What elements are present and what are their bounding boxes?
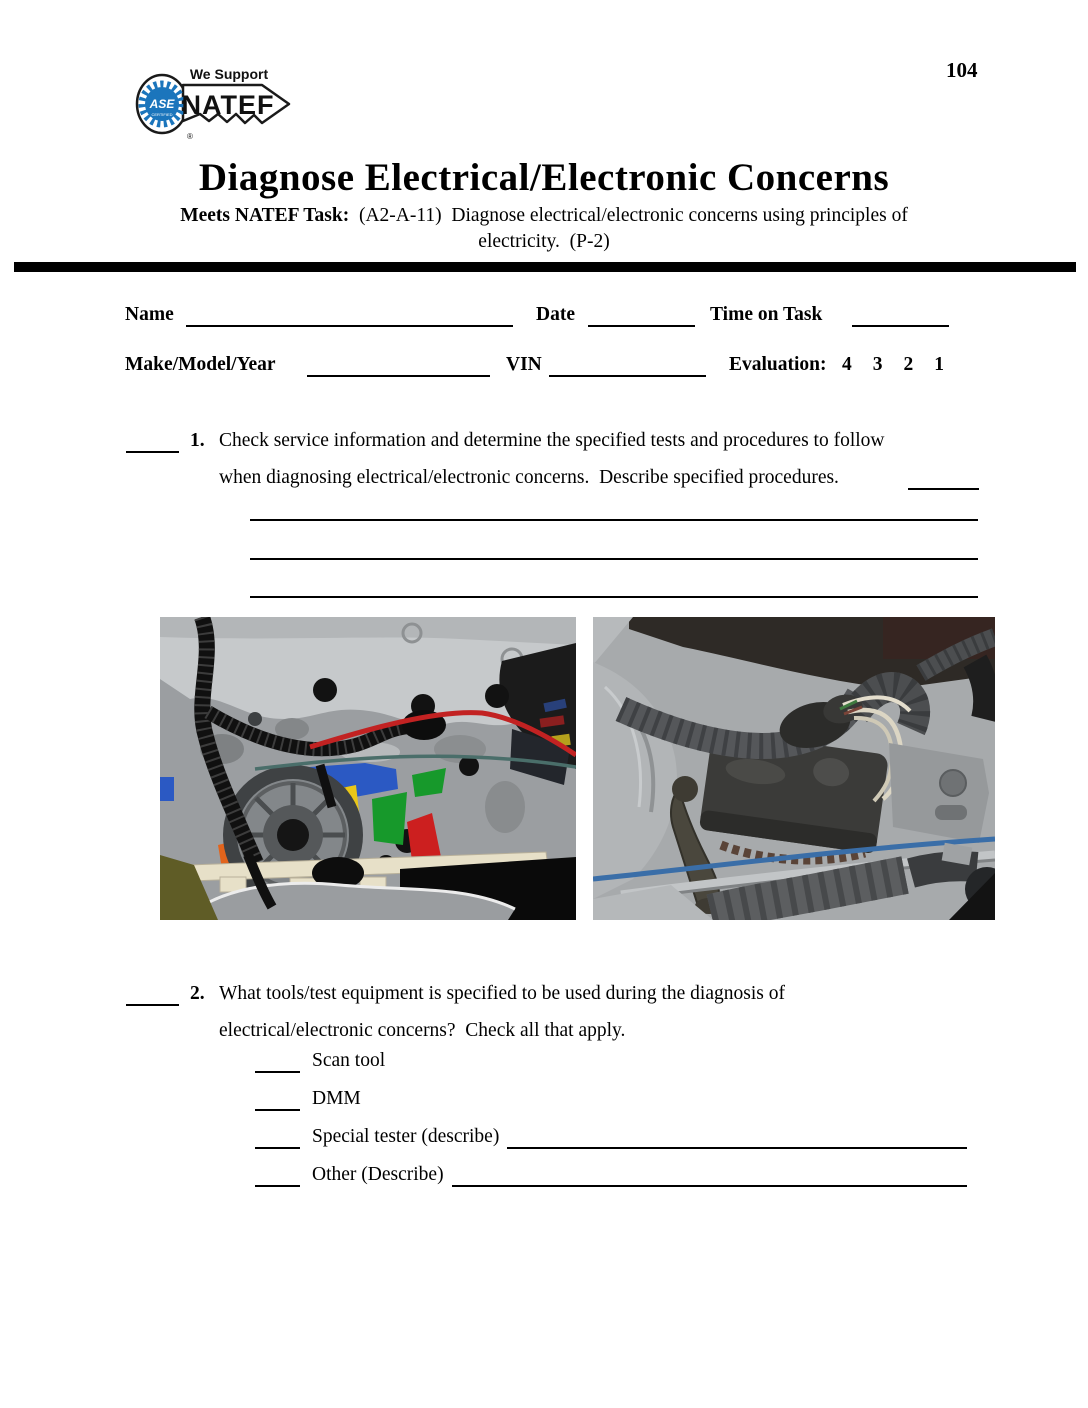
- question1-number: 1.: [190, 430, 205, 451]
- registered-mark: ®: [187, 132, 193, 141]
- checklist-item-special-tester: [255, 1125, 967, 1149]
- header-divider: [14, 262, 1076, 272]
- evaluation-score-1[interactable]: 1: [934, 354, 944, 375]
- question1-signoff-blank[interactable]: [126, 429, 179, 453]
- checklist-item-other: [255, 1163, 967, 1187]
- vin-field[interactable]: [549, 353, 706, 377]
- make-model-year-label: Make/Model/Year: [125, 354, 276, 375]
- underbody-photo-illustration: [593, 617, 995, 920]
- time-on-task-field[interactable]: [852, 303, 949, 327]
- ase-certified-text: CERTIFIED: [151, 112, 173, 117]
- ase-gear-text: ASE: [149, 97, 175, 111]
- natef-ase-logo: [131, 56, 307, 150]
- task-label: Meets NATEF Task:: [180, 205, 350, 226]
- task-line-1: [0, 204, 1088, 228]
- date-field[interactable]: [588, 303, 695, 327]
- valve-body-photo-illustration: [160, 617, 576, 920]
- question1-trailing-blank[interactable]: [908, 466, 979, 490]
- date-label: Date: [536, 304, 575, 325]
- name-field[interactable]: [186, 303, 513, 327]
- natef-key-icon: [131, 56, 307, 150]
- checklist-label: DMM: [312, 1088, 361, 1109]
- question2-number: 2.: [190, 983, 205, 1004]
- question1-text-line1: Check service information and determine the specified tests and procedures to follow: [219, 430, 885, 451]
- checklist-label: Other (Describe): [312, 1164, 444, 1185]
- photo-underbody-wiring: [593, 617, 995, 920]
- task-line-2: electricity. (P-2): [478, 231, 610, 252]
- checkbox-blank[interactable]: [255, 1087, 300, 1111]
- question2-text-line2: electrical/electronic concerns? Check all that apply.: [219, 1020, 626, 1041]
- checklist-label: Special tester (describe): [312, 1126, 500, 1147]
- make-model-year-field[interactable]: [307, 353, 490, 377]
- evaluation-label: Evaluation:: [729, 354, 827, 375]
- checkbox-blank[interactable]: [255, 1125, 300, 1149]
- describe-blank[interactable]: [507, 1125, 967, 1149]
- task-text: (A2-A-11) Diagnose electrical/electronic concerns using principles of: [349, 205, 908, 226]
- checklist-item-scan-tool: [255, 1049, 967, 1073]
- evaluation-score-2[interactable]: 2: [903, 354, 914, 375]
- evaluation-scale: [842, 353, 944, 377]
- answer-line[interactable]: [250, 558, 978, 560]
- checkbox-blank[interactable]: [255, 1163, 300, 1187]
- checklist-item-dmm: [255, 1087, 967, 1111]
- question2-signoff-blank[interactable]: [126, 982, 179, 1006]
- evaluation-score-4[interactable]: 4: [842, 354, 852, 375]
- question1-text-line2: when diagnosing electrical/electronic concerns. Describe specified procedures.: [219, 467, 839, 488]
- page-title: Diagnose Electrical/Electronic Concerns: [198, 156, 890, 199]
- question2-text-line1: What tools/test equipment is specified to be used during the diagnosis of: [219, 983, 785, 1004]
- answer-line[interactable]: [250, 519, 978, 521]
- photo-valve-body-cutaway: [160, 617, 576, 920]
- time-on-task-label: Time on Task: [710, 304, 823, 325]
- evaluation-score-3[interactable]: 3: [872, 354, 883, 375]
- checklist-label: Scan tool: [312, 1050, 386, 1071]
- logo-support-text: We Support: [189, 66, 269, 82]
- answer-line[interactable]: [250, 596, 978, 598]
- vin-label: VIN: [506, 354, 542, 375]
- describe-blank[interactable]: [452, 1163, 967, 1187]
- name-label: Name: [125, 304, 174, 325]
- checkbox-blank[interactable]: [255, 1049, 300, 1073]
- logo-org-text: NATEF: [181, 90, 275, 120]
- page-number: 104: [946, 58, 978, 82]
